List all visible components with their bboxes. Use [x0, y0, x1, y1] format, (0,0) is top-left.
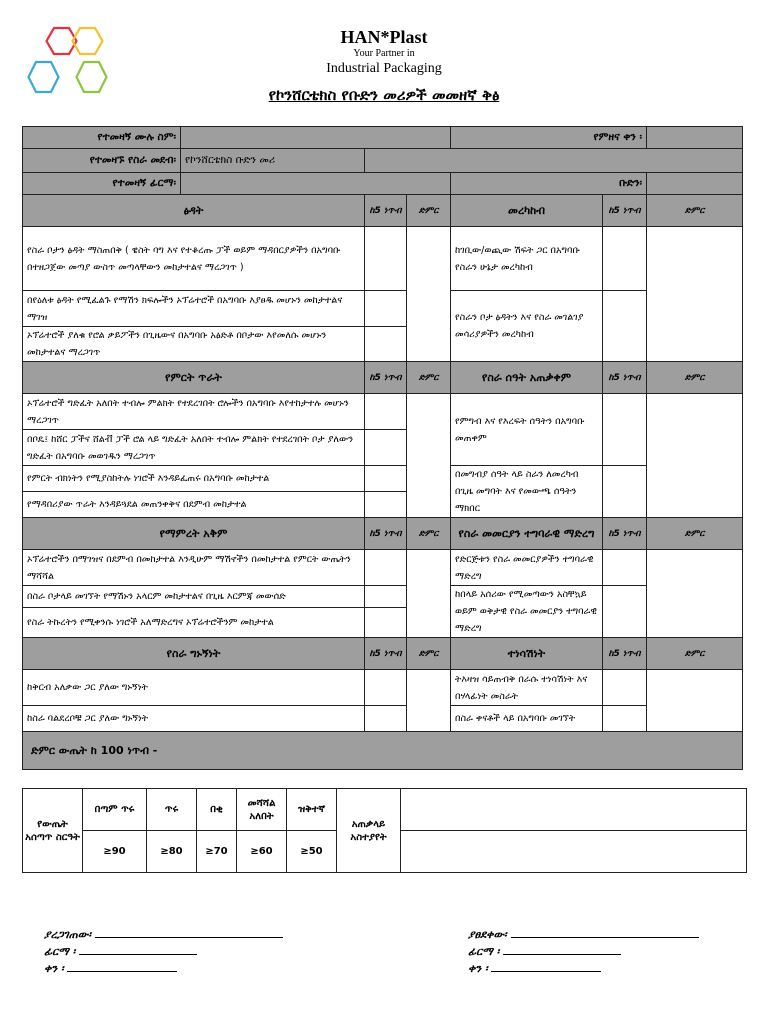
- section-title-maintenance: መረካከብ: [451, 195, 603, 227]
- sum-field[interactable]: [407, 227, 451, 362]
- score-field[interactable]: [365, 291, 407, 327]
- general-comment-field[interactable]: [401, 831, 747, 873]
- employee-signature-field[interactable]: [181, 173, 451, 195]
- grading-system-label: የውጤት አሰጣጥ ስርዓት: [23, 789, 83, 873]
- team-label: ቡድን፡: [451, 173, 647, 195]
- criteria-item: የምርት ብክነትን የሚያስከትሉ ነገሮች እንዳይፈጠሩ በአግባቡ መከታተል: [23, 466, 365, 492]
- signature-block-left: [44, 926, 283, 977]
- sum-header: ድምር: [647, 362, 743, 394]
- score-field[interactable]: [365, 550, 407, 586]
- section-title-initiative: ተነሳሽነት: [451, 638, 603, 670]
- info-row-signature: [23, 173, 743, 195]
- sum-header: ድምር: [647, 638, 743, 670]
- criteria-item: የምግብ እና የእረፍት ሰዓትን በአግባቡ መጠቀም: [451, 394, 603, 466]
- employee-name-label: የተመዛኝ ሙሉ ስም፡: [23, 127, 181, 149]
- score-field[interactable]: [603, 706, 647, 732]
- sum-header: ድምር: [647, 518, 743, 550]
- employee-signature-label: የተመዛኝ ፊርማ፡: [23, 173, 181, 195]
- grade-threshold: ≥70: [197, 831, 237, 873]
- score-field[interactable]: [365, 394, 407, 430]
- score-header: ከ5 ነጥብ: [603, 362, 647, 394]
- approved-by-line[interactable]: [511, 926, 699, 938]
- sum-header: ድምር: [407, 638, 451, 670]
- criteria-row: [23, 227, 743, 291]
- info-row-name: [23, 127, 743, 149]
- section-header-row: [23, 195, 743, 227]
- sum-field[interactable]: [647, 670, 743, 732]
- score-field[interactable]: [603, 291, 647, 362]
- score-field[interactable]: [365, 706, 407, 732]
- general-comment-field[interactable]: [401, 789, 747, 831]
- company-tagline: Your Partner in: [353, 48, 415, 59]
- score-header: ከ5 ነጥብ: [365, 638, 407, 670]
- sum-header: ድምር: [647, 195, 743, 227]
- position-label: የተመዛኙ የስራ መደብ፡: [23, 149, 181, 173]
- criteria-row: [23, 670, 743, 706]
- grade-threshold: ≥90: [83, 831, 147, 873]
- section-title-relations: የስራ ግኑኝነት: [23, 638, 365, 670]
- company-division: Industrial Packaging: [326, 61, 442, 76]
- criteria-item: በቦዴ፤ ከሸር ፓችና ሸልቭ ፓች ሮል ላይ ግድፈት አለበት ተብሎ ምልክት የተደረገበት ቦታ ያለውን ግድፈት በአግባቡ መወገዱን ማረጋገጥ: [23, 430, 365, 466]
- section-title-implementation: የስራ መመርያን ተግባራዊ ማድረግ: [451, 518, 603, 550]
- criteria-item: በመግብያ ሰዓት ላይ ስራን ለመረካብ በጊዜ መግባት እና የመውጫ ሰዓትን ማክበር: [451, 466, 603, 518]
- criteria-row: [23, 394, 743, 430]
- sum-field[interactable]: [647, 394, 743, 518]
- evaluation-date-label: የምዘና ቀን ፡: [451, 127, 647, 149]
- grade-threshold: ≥80: [147, 831, 197, 873]
- score-field[interactable]: [365, 466, 407, 492]
- document-title: የኮንሸርቴክስ የቡድን መሪዎች መመዘኛ ቅፅ: [268, 86, 500, 104]
- approved-by-label: ያፀደቀው፡: [468, 928, 507, 941]
- grade-name: መሻሻል አለበት: [237, 789, 287, 831]
- left-signature-line[interactable]: [79, 943, 197, 955]
- score-header: ከ5 ነጥብ: [603, 518, 647, 550]
- left-signature-label: ፊርማ ፡: [44, 945, 76, 958]
- criteria-row: [23, 291, 743, 327]
- section-header-row: [23, 638, 743, 670]
- company-logo-icon: [24, 26, 116, 110]
- score-field[interactable]: [603, 550, 647, 586]
- position-blank: [365, 149, 743, 173]
- score-header: ከ5 ነጥብ: [365, 518, 407, 550]
- total-row: [23, 732, 743, 770]
- criteria-item: በስራ ቀናቶች ላይ በአግባቡ መገኘት: [451, 706, 603, 732]
- left-date-label: ቀን ፡: [44, 962, 64, 975]
- info-row-position: [23, 149, 743, 173]
- company-brand: [230, 26, 538, 78]
- sum-header: ድምር: [407, 518, 451, 550]
- general-comment-label: አጠቃላይ አስተያየት: [337, 789, 401, 873]
- score-field[interactable]: [365, 227, 407, 291]
- company-name: HAN*Plast: [340, 27, 428, 47]
- verified-by-line[interactable]: [95, 926, 283, 938]
- criteria-item: ኦፕሬተሮች ግድፈት አለበት ተብሎ ምልክት የተደረገበት ሮሎችን በአግባቡ እየተከታተሉ መሆኑን ማረጋገጥ: [23, 394, 365, 430]
- criteria-row: [23, 466, 743, 492]
- left-date-line[interactable]: [67, 960, 177, 972]
- team-field[interactable]: [647, 173, 743, 195]
- employee-name-field[interactable]: [181, 127, 451, 149]
- criteria-item: የማዳበሪያው ጥራት እንዳይጓደል መጠንቀቅና በደምብ መከታተል: [23, 492, 365, 518]
- grade-name: በቂ: [197, 789, 237, 831]
- sum-header: ድምር: [407, 362, 451, 394]
- grade-threshold: ≥50: [287, 831, 337, 873]
- score-field[interactable]: [365, 430, 407, 466]
- criteria-item: ኦፕሬተሮችን በማገዝና በደምብ በመከታተል እንዲሁም ማሽኖችን በመከታተል የምርት ውጤትን ማሻሻል: [23, 550, 365, 586]
- score-field[interactable]: [603, 394, 647, 466]
- right-signature-label: ፊርማ ፡: [468, 945, 500, 958]
- score-field[interactable]: [365, 670, 407, 706]
- signature-block-right: [468, 926, 699, 977]
- criteria-item: ትእዛዝ ሳይጠብቅ በራሱ ተነሳሽነት እና በሃላፊነት መስራት: [451, 670, 603, 706]
- right-date-label: ቀን ፡: [468, 962, 488, 975]
- section-title-time: የስራ ሰዓት አጠቃቀም: [451, 362, 603, 394]
- grading-table: [22, 788, 747, 873]
- section-title-quality: የምርት ጥራት: [23, 362, 365, 394]
- score-field[interactable]: [365, 327, 407, 362]
- grade-name: ጥሩ: [147, 789, 197, 831]
- criteria-item: የስራን ቦታ ፅዳትን እና የስራ መገልገያ መሳሪያዎችን መረካከብ: [451, 291, 603, 362]
- sum-field[interactable]: [407, 670, 451, 732]
- criteria-item: የስራ ቦታን ፅዳት ማስጠበቅ ( ዌስት ባግ እና የተቆረጡ ፓች ወይም ማዳበርያዎችን በአግባቡ በተዘጋጀው መጣያ ውስጥ መጣላቸውን መከታተልና ማረጋገጥ ): [23, 227, 365, 291]
- criteria-row: [23, 586, 743, 608]
- grade-threshold: ≥60: [237, 831, 287, 873]
- grade-name: ዝቅተኛ: [287, 789, 337, 831]
- score-header: ከ5 ነጥብ: [603, 638, 647, 670]
- score-field[interactable]: [603, 670, 647, 706]
- score-field[interactable]: [603, 586, 647, 638]
- section-title-cleanliness: ፅዳት: [23, 195, 365, 227]
- sum-field[interactable]: [407, 394, 451, 518]
- criteria-item: ከገቢው/ወጪው ሽፍት ጋር በአግባቡ የስራን ሁኔታ መረካከብ: [451, 227, 603, 291]
- total-score-label: ድምር ውጤት ከ 100 ነጥብ -: [23, 732, 743, 770]
- evaluation-date-field[interactable]: [647, 127, 743, 149]
- criteria-item: በየዕለቱ ፅዳት የሚፈልጉ የማሽን ክፍሎችን ኦፕሬተሮች በአግባቡ እያፀዱ መሆኑን መከታተልና ማገዝ: [23, 291, 365, 327]
- score-field[interactable]: [603, 227, 647, 291]
- evaluation-form-table: [22, 126, 743, 770]
- right-date-line[interactable]: [491, 960, 601, 972]
- criteria-item: የድርጅቱን የስራ መመርያዎችን ተግባራዊ ማድረግ: [451, 550, 603, 586]
- score-field[interactable]: [603, 466, 647, 518]
- sum-field[interactable]: [407, 550, 451, 638]
- score-header: ከ5 ነጥብ: [365, 362, 407, 394]
- section-title-productivity: የማምረት አቅም: [23, 518, 365, 550]
- sum-field[interactable]: [647, 227, 743, 362]
- section-header-row: [23, 362, 743, 394]
- score-header: ከ5 ነጥብ: [365, 195, 407, 227]
- verified-by-label: ያረጋገጠው፡: [44, 928, 91, 941]
- criteria-item: ከስራ ባልደረቦቹ ጋር ያለው ግኑኝነት: [23, 706, 365, 732]
- score-field[interactable]: [365, 607, 407, 637]
- sum-header: ድምር: [407, 195, 451, 227]
- criteria-row: [23, 706, 743, 732]
- criteria-item: የስራ ትኩረትን የሚቀንሱ ነገሮች አለማድረግና ኦፕሬተሮችንም መከታተል: [23, 607, 365, 637]
- section-header-row: [23, 518, 743, 550]
- position-value: የኮንሸርቴክስ ቡድን መሪ: [181, 149, 365, 173]
- criteria-item: በስራ ቦታላይ መገኘት የማሽኑን አላርም መከታተልና በጊዜ እርምጃ መውሰድ: [23, 586, 365, 608]
- score-field[interactable]: [365, 492, 407, 518]
- grade-name: በጣም ጥሩ: [83, 789, 147, 831]
- criteria-item: ኦፕሬተሮች ያለቁ የሮል ቃይፖችን በጊዜውና በአግባቡ አፅድቶ በቦታው እየመለሱ መሆኑን መከታተልና ማረጋገጥ: [23, 327, 365, 362]
- score-header: ከ5 ነጥብ: [603, 195, 647, 227]
- sum-field[interactable]: [647, 550, 743, 638]
- criteria-item: ከቅርብ አለቃው ጋር ያለው ግኑኝነት: [23, 670, 365, 706]
- criteria-row: [23, 550, 743, 586]
- right-signature-line[interactable]: [503, 943, 621, 955]
- criteria-item: ከበላይ አሰሪው የሚመጣውን አስቸኳይ ወይም ወቅታዊ የስራ መመርያን ተግባራዊ ማድረግ: [451, 586, 603, 638]
- score-field[interactable]: [365, 586, 407, 608]
